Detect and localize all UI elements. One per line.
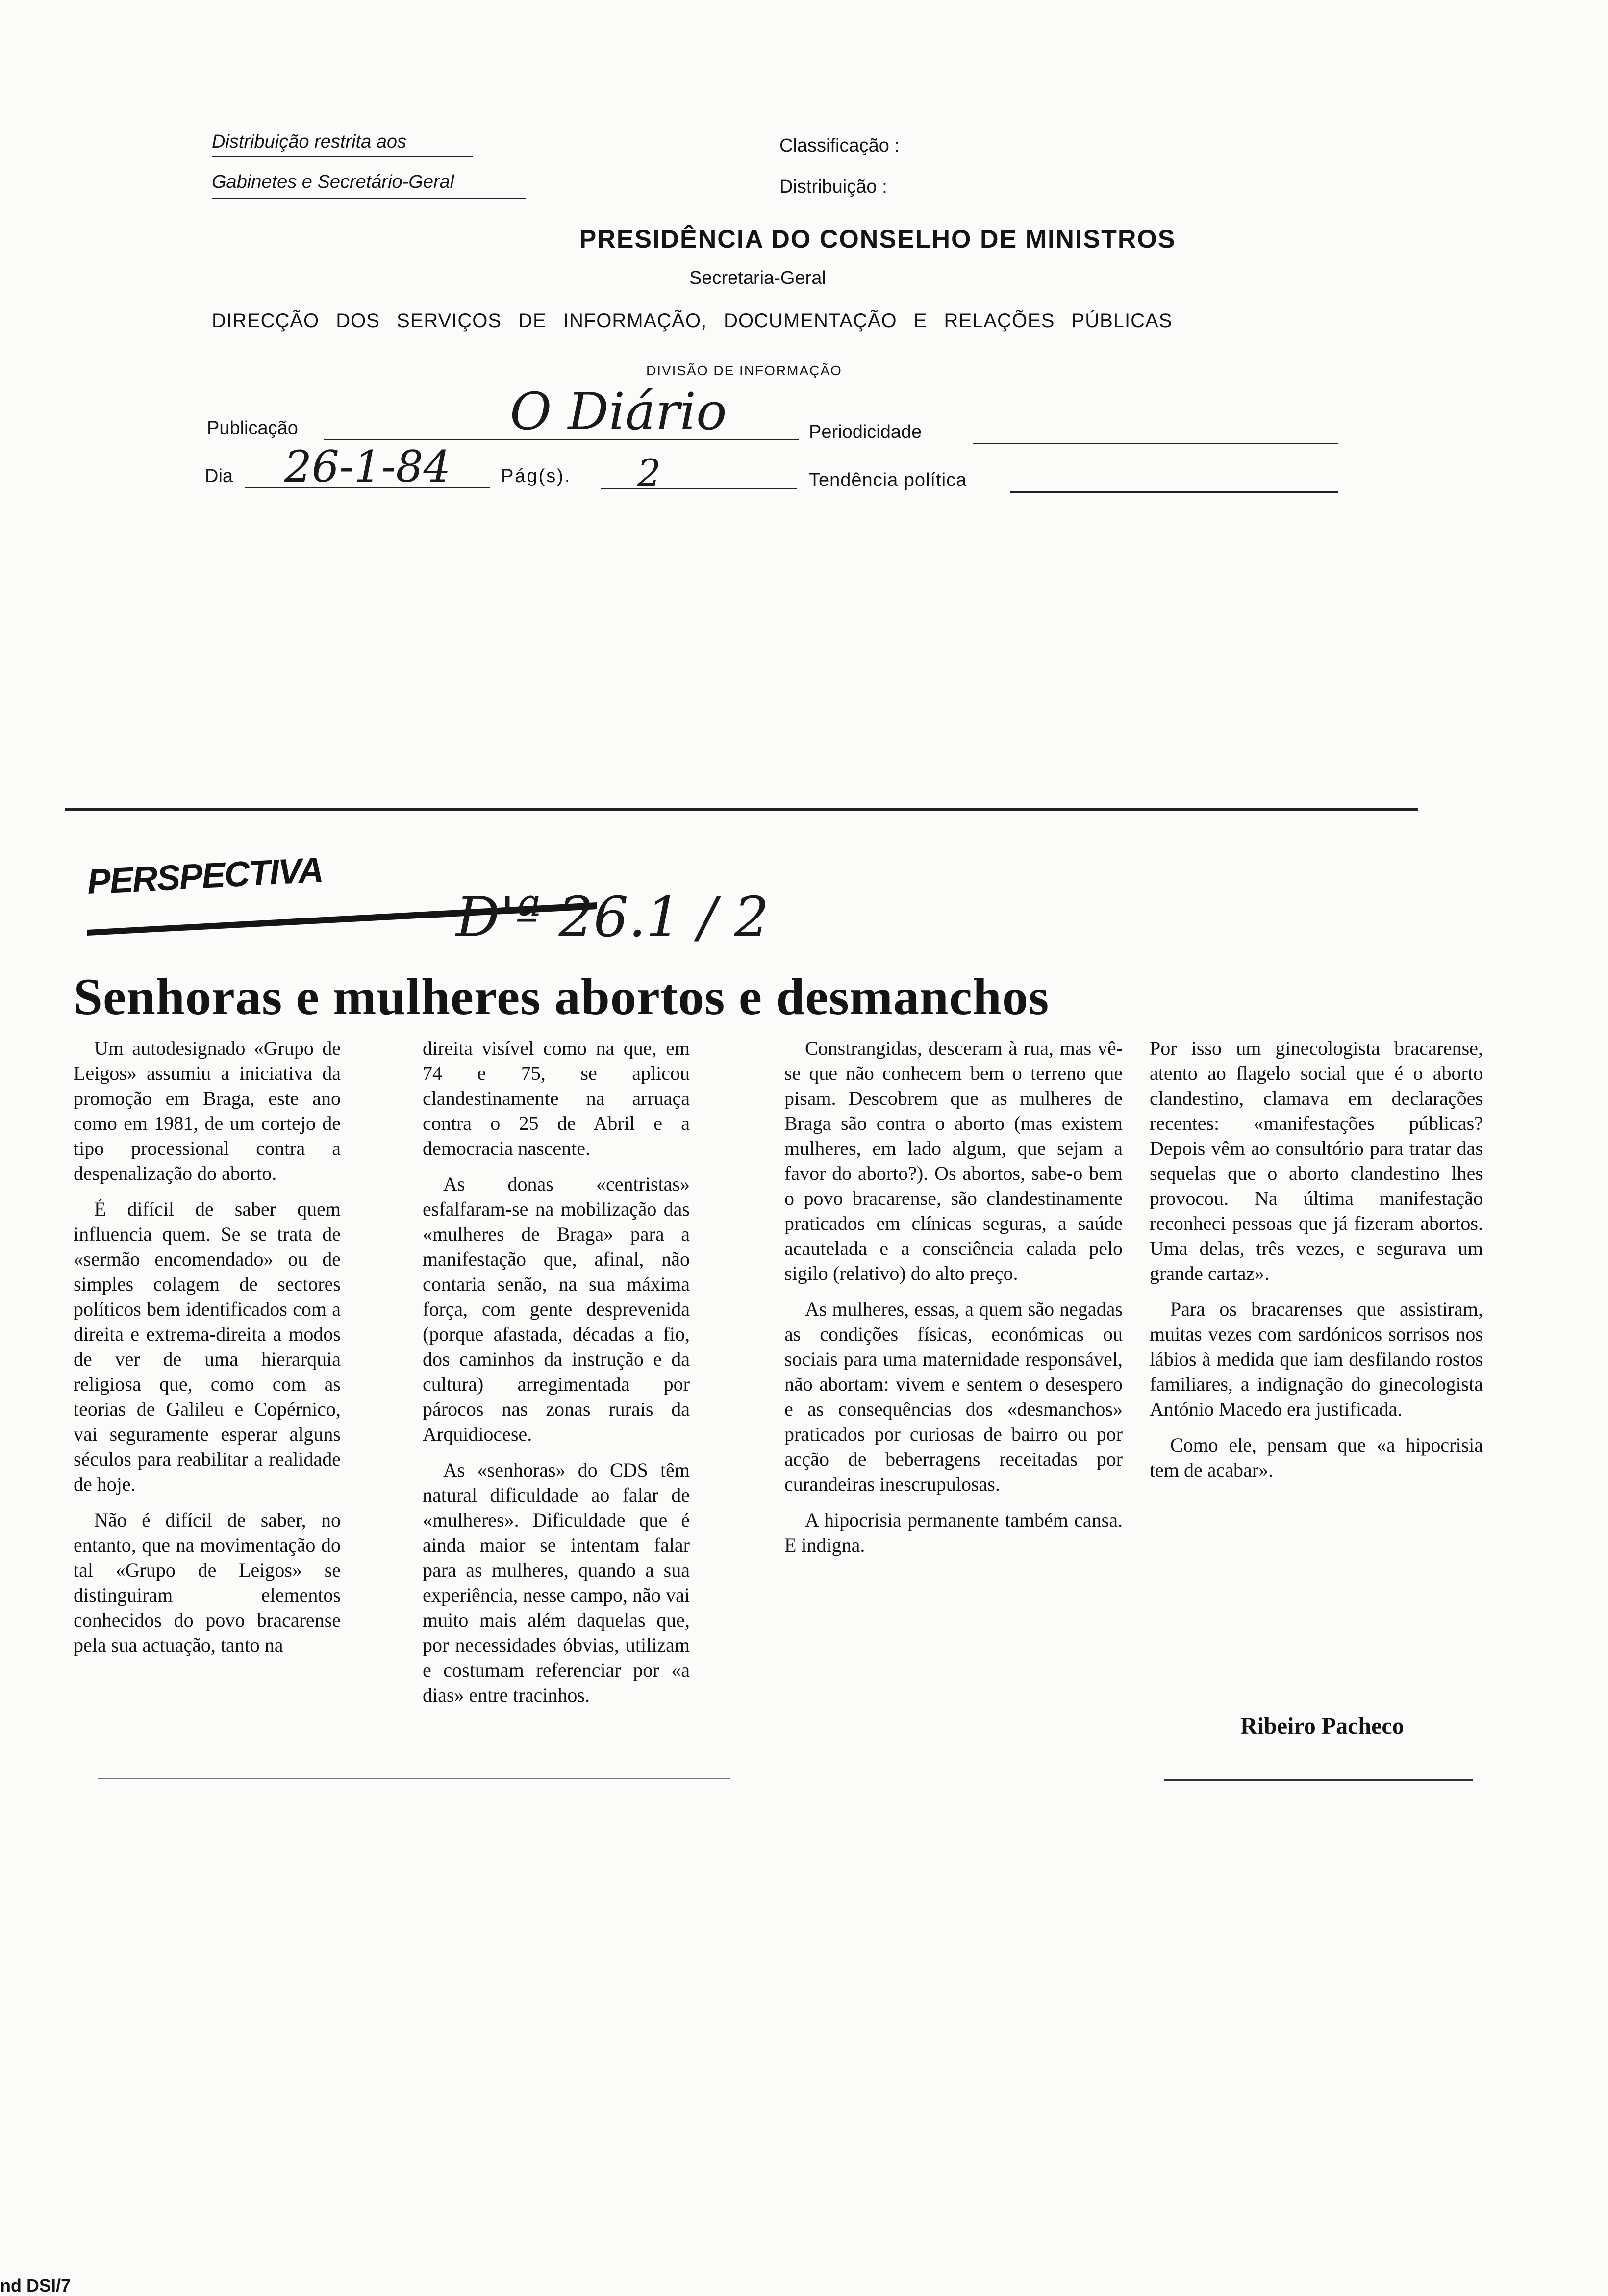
col4-paragraph: Como ele, pensam que «a hipocrisia tem de acabar». bbox=[1150, 1434, 1483, 1481]
distribution-label: Distribuição : bbox=[779, 177, 887, 197]
col3-paragraph: Constrangidas, desceram à rua, mas vê-se que não conhecem bem o terreno que pisam. Descobrem que as mulheres de Braga são contra o aborto (mas existem mulheres, em lado algum, que sejam a favor do aborto?). Os abortos, sabe-o bem o povo bracarense, são clandestinamente praticados em clínicas seguras, a saúde acautelada e a consciência calada pelo sigilo (relativo) do alto preço. bbox=[784, 1037, 1123, 1284]
article-column-4 bbox=[1150, 1036, 1483, 1482]
article-column-1 bbox=[74, 1036, 341, 1658]
col1-paragraph: Um autodesignado «Grupo de Leigos» assumiu a iniciativa da promoção em Braga, este ano como em 1981, de um cortejo de tipo processional contra a despenalização do aborto. bbox=[74, 1037, 341, 1184]
section-label: PERSPECTIVA bbox=[86, 850, 324, 902]
presidency-title: PRESIDÊNCIA DO CONSELHO DE MINISTROS bbox=[579, 225, 1176, 254]
publication-handwritten-value: O Diário bbox=[510, 382, 727, 441]
footer-fragment: nd DSI/7 bbox=[0, 2275, 71, 2296]
col1-paragraph: É difícil de saber quem influencia quem. Se se trata de «sermão encomendado» ou de simples colagem de sectores políticos bem identificados com a direita e extrema-direita a modos de ver de uma hierarquia religiosa que, como com as teorias de Galileu e Copérnico, vai seguramente esperar alguns séculos para reabilitar a realidade de hoje. bbox=[74, 1198, 341, 1495]
article-author: Ribeiro Pacheco bbox=[1240, 1713, 1404, 1739]
col4-paragraph: Para os bracarenses que assistiram, muitas vezes com sardónicos sorrisos nos lábios à medida que iam desfilando rostos familiares, a indignação do ginecologista António Macedo era justificada. bbox=[1150, 1298, 1483, 1420]
distribution-restricted-line2: Gabinetes e Secretário-Geral bbox=[212, 172, 454, 192]
col2-paragraph: direita visível como na que, em 74 e 75, se aplicou clandestinamente na arruaça contra o 25 de Abril e a democracia nascente. bbox=[423, 1037, 690, 1159]
col2-paragraph: As «senhoras» do CDS têm natural dificuldade ao falar de «mulheres». Dificuldade que é ainda maior se intentam falar para as mulheres, quando a sua experiência, nesse campo, não vai muito mais além daquelas que, por necessidades óbvias, utilizam e costumam referenciar por «a dias» entre tracinhos. bbox=[423, 1459, 690, 1706]
clipping-bottom-rule-left bbox=[98, 1778, 730, 1779]
pages-label: Pág(s). bbox=[501, 466, 572, 486]
handwritten-note: D'ª 26.1 / 2 bbox=[456, 886, 769, 949]
periodicity-label: Periodicidade bbox=[809, 422, 922, 442]
article-column-2 bbox=[423, 1036, 690, 1708]
col1-paragraph: Não é difícil de saber, no entanto, que na movimentação do tal «Grupo de Leigos» se distinguiram elementos conhecidos do povo bracarense pela sua actuação, tanto na bbox=[74, 1509, 341, 1656]
clipping-bottom-rule-right bbox=[1164, 1779, 1473, 1781]
day-handwritten-value: 26-1-84 bbox=[284, 441, 451, 492]
pages-handwritten-value: 2 bbox=[637, 451, 661, 495]
article-column-3 bbox=[784, 1036, 1123, 1557]
tendency-label: Tendência política bbox=[809, 470, 967, 490]
article-headline: Senhoras e mulheres abortos e desmanchos bbox=[74, 968, 1050, 1025]
col3-paragraph: A hipocrisia permanente também cansa. E indigna. bbox=[784, 1509, 1123, 1556]
directorate-title: DIRECÇÃO DOS SERVIÇOS DE INFORMAÇÃO, DOCUMENTAÇÃO E RELAÇÕES PÚBLICAS bbox=[212, 310, 1173, 332]
col4-paragraph: Por isso um ginecologista bracarense, atento ao flagelo social que é o aborto clandestino, clamava em declarações recentes: «manifestações públicas? Depois vêm ao consultório para tratar das sequelas que o aborto clandestino lhes provocou. Na última manifestação reconheci pessoas que já fizeram abortos. Uma delas, três vezes, e segurava um grande cartaz». bbox=[1150, 1037, 1483, 1284]
pages-field-line bbox=[601, 488, 797, 489]
classification-label: Classificação : bbox=[779, 135, 900, 156]
col3-paragraph: As mulheres, essas, a quem são negadas as condições físicas, económicas ou sociais para uma maternidade responsável, não abortam: vivem e sentem o desespero e as consequências dos «desmanchos» praticados por curiosas de bairro ou por acção de beberragens receitadas por curandeiras inescrupulosas. bbox=[784, 1298, 1123, 1495]
clipping-separator-line bbox=[65, 808, 1418, 811]
distribution-restricted-line1: Distribuição restrita aos bbox=[212, 131, 407, 152]
col2-paragraph: As donas «centristas» esfalfaram-se na mobilização das «mulheres de Braga» para a manifestação que, afinal, não contaria senão, na sua máxima força, com gente desprevenida (porque afastada, décadas a fio, dos caminhos da instrução e da cultura) arregimentada por párocos nas zonas rurais da Arquidiocese. bbox=[423, 1173, 690, 1445]
distribution-underline-1 bbox=[212, 156, 473, 157]
day-label: Dia bbox=[205, 466, 233, 486]
tendency-field-line bbox=[1010, 491, 1338, 493]
distribution-underline-2 bbox=[212, 198, 526, 199]
publication-label: Publicação bbox=[207, 418, 298, 438]
periodicity-field-line bbox=[973, 443, 1338, 444]
division-title: DIVISÃO DE INFORMAÇÃO bbox=[646, 363, 842, 378]
secretariat-title: Secretaria-Geral bbox=[689, 268, 826, 288]
